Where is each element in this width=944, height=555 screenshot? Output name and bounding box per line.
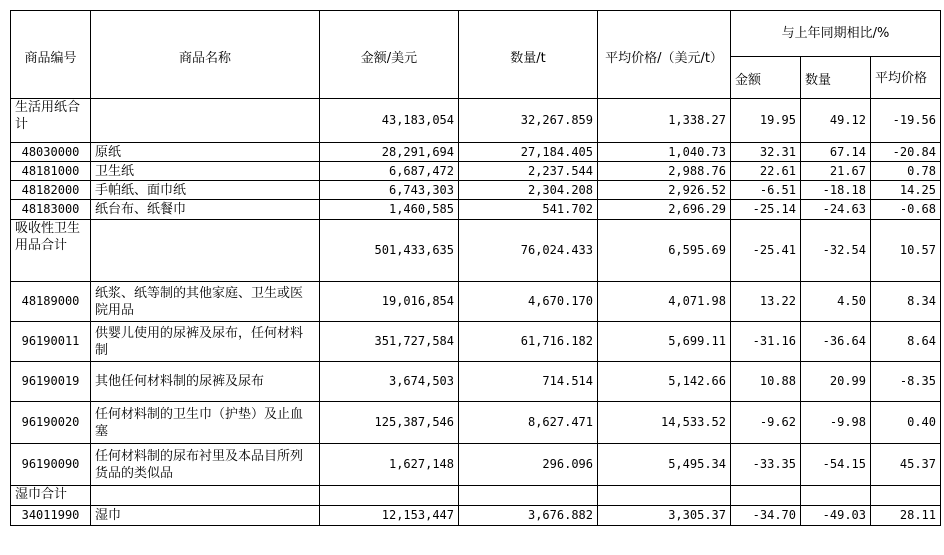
row-amount: 19,016,854 — [320, 282, 459, 322]
row-amount: 28,291,694 — [320, 143, 459, 162]
row-price: 3,305.37 — [598, 506, 731, 526]
row-name: 纸台布、纸餐巾 — [91, 200, 320, 220]
row-yoy-qty: -49.03 — [801, 506, 871, 526]
row-price — [598, 486, 731, 506]
row-yoy-qty: -24.63 — [801, 200, 871, 220]
row-qty: 296.096 — [459, 444, 598, 486]
row-name — [91, 486, 320, 506]
table-row — [11, 486, 941, 506]
row-qty — [459, 486, 598, 506]
row-yoy-price: 45.37 — [871, 444, 941, 486]
row-yoy-amount: 13.22 — [731, 282, 801, 322]
row-yoy-price: 0.78 — [871, 162, 941, 181]
row-price: 5,495.34 — [598, 444, 731, 486]
table-row — [11, 402, 941, 444]
row-yoy-amount: 10.88 — [731, 362, 801, 402]
table-row — [11, 99, 941, 143]
row-yoy-qty: -54.15 — [801, 444, 871, 486]
table-row — [11, 506, 941, 526]
row-yoy-qty: -18.18 — [801, 181, 871, 200]
row-yoy-price: -19.56 — [871, 99, 941, 143]
table-row — [11, 162, 941, 181]
row-qty: 2,237.544 — [459, 162, 598, 181]
row-code: 48189000 — [11, 282, 91, 322]
row-yoy-qty: 4.50 — [801, 282, 871, 322]
row-amount: 3,674,503 — [320, 362, 459, 402]
header-yoy-amount: 金额 — [731, 57, 801, 99]
row-amount: 43,183,054 — [320, 99, 459, 143]
row-price: 6,595.69 — [598, 220, 731, 282]
row-name: 手帕纸、面巾纸 — [91, 181, 320, 200]
row-qty: 76,024.433 — [459, 220, 598, 282]
row-yoy-amount: -9.62 — [731, 402, 801, 444]
table-row — [11, 220, 941, 282]
row-price: 2,926.52 — [598, 181, 731, 200]
header-yoy-price: 平均价格 — [871, 57, 941, 99]
row-price: 5,142.66 — [598, 362, 731, 402]
row-code: 34011990 — [11, 506, 91, 526]
row-yoy-price: -20.84 — [871, 143, 941, 162]
row-code: 96190090 — [11, 444, 91, 486]
row-price: 5,699.11 — [598, 322, 731, 362]
row-yoy-price: -8.35 — [871, 362, 941, 402]
row-name — [91, 99, 320, 143]
header-yoy: 与上年同期相比/% — [731, 11, 941, 57]
row-qty: 541.702 — [459, 200, 598, 220]
table-row — [11, 322, 941, 362]
row-price: 1,040.73 — [598, 143, 731, 162]
row-yoy-amount: -34.70 — [731, 506, 801, 526]
row-yoy-amount: 32.31 — [731, 143, 801, 162]
header-row-1 — [11, 11, 941, 57]
row-name: 卫生纸 — [91, 162, 320, 181]
row-name: 纸浆、纸等制的其他家庭、卫生或医院用品 — [91, 282, 320, 322]
row-yoy-price — [871, 486, 941, 506]
row-yoy-qty: 20.99 — [801, 362, 871, 402]
header-yoy-qty: 数量 — [801, 57, 871, 99]
row-name: 湿巾 — [91, 506, 320, 526]
header-code: 商品编号 — [11, 11, 91, 99]
row-amount: 6,743,303 — [320, 181, 459, 200]
table-row — [11, 282, 941, 322]
row-yoy-price: -0.68 — [871, 200, 941, 220]
header-qty: 数量/t — [459, 11, 598, 99]
row-amount: 1,460,585 — [320, 200, 459, 220]
row-yoy-price: 8.64 — [871, 322, 941, 362]
row-yoy-price: 10.57 — [871, 220, 941, 282]
row-name — [91, 220, 320, 282]
row-price: 4,071.98 — [598, 282, 731, 322]
row-qty: 714.514 — [459, 362, 598, 402]
row-qty: 8,627.471 — [459, 402, 598, 444]
table-row — [11, 143, 941, 162]
header-amount: 金额/美元 — [320, 11, 459, 99]
row-name: 供婴儿使用的尿裤及尿布，任何材料制 — [91, 322, 320, 362]
row-yoy-amount: -33.35 — [731, 444, 801, 486]
row-code: 48181000 — [11, 162, 91, 181]
row-amount: 501,433,635 — [320, 220, 459, 282]
row-yoy-price: 14.25 — [871, 181, 941, 200]
row-price: 2,988.76 — [598, 162, 731, 181]
row-yoy-amount: -25.14 — [731, 200, 801, 220]
row-yoy-amount: -6.51 — [731, 181, 801, 200]
row-yoy-qty: -9.98 — [801, 402, 871, 444]
row-code: 48030000 — [11, 143, 91, 162]
row-yoy-qty: 67.14 — [801, 143, 871, 162]
row-group-label: 湿巾合计 — [11, 486, 91, 506]
row-yoy-qty: 49.12 — [801, 99, 871, 143]
row-yoy-price: 8.34 — [871, 282, 941, 322]
row-amount: 125,387,546 — [320, 402, 459, 444]
row-group-label: 吸收性卫生用品合计 — [11, 220, 91, 282]
table-row — [11, 444, 941, 486]
row-qty: 2,304.208 — [459, 181, 598, 200]
row-code: 96190011 — [11, 322, 91, 362]
row-name: 任何材料制的尿布衬里及本品目所列货品的类似品 — [91, 444, 320, 486]
row-name: 原纸 — [91, 143, 320, 162]
row-qty: 3,676.882 — [459, 506, 598, 526]
row-code: 96190019 — [11, 362, 91, 402]
row-yoy-amount: 19.95 — [731, 99, 801, 143]
row-qty: 27,184.405 — [459, 143, 598, 162]
row-qty: 4,670.170 — [459, 282, 598, 322]
row-yoy-price: 28.11 — [871, 506, 941, 526]
row-yoy-amount: -31.16 — [731, 322, 801, 362]
row-amount: 6,687,472 — [320, 162, 459, 181]
row-price: 2,696.29 — [598, 200, 731, 220]
table-row — [11, 181, 941, 200]
row-code: 96190020 — [11, 402, 91, 444]
header-price: 平均价格/（美元/t） — [598, 11, 731, 99]
row-code: 48182000 — [11, 181, 91, 200]
row-amount: 12,153,447 — [320, 506, 459, 526]
table-body — [11, 99, 941, 526]
row-group-label: 生活用纸合计 — [11, 99, 91, 143]
trade-table — [10, 10, 941, 526]
row-yoy-amount: 22.61 — [731, 162, 801, 181]
row-qty: 61,716.182 — [459, 322, 598, 362]
row-yoy-amount: -25.41 — [731, 220, 801, 282]
row-yoy-qty — [801, 486, 871, 506]
row-price: 1,338.27 — [598, 99, 731, 143]
row-yoy-amount — [731, 486, 801, 506]
row-qty: 32,267.859 — [459, 99, 598, 143]
row-amount: 351,727,584 — [320, 322, 459, 362]
row-price: 14,533.52 — [598, 402, 731, 444]
row-yoy-qty: -32.54 — [801, 220, 871, 282]
header-name: 商品名称 — [91, 11, 320, 99]
row-amount — [320, 486, 459, 506]
row-yoy-qty: 21.67 — [801, 162, 871, 181]
row-amount: 1,627,148 — [320, 444, 459, 486]
row-name: 任何材料制的卫生巾（护垫）及止血塞 — [91, 402, 320, 444]
row-yoy-qty: -36.64 — [801, 322, 871, 362]
row-yoy-price: 0.40 — [871, 402, 941, 444]
row-code: 48183000 — [11, 200, 91, 220]
row-name: 其他任何材料制的尿裤及尿布 — [91, 362, 320, 402]
table-row — [11, 362, 941, 402]
table-row — [11, 200, 941, 220]
